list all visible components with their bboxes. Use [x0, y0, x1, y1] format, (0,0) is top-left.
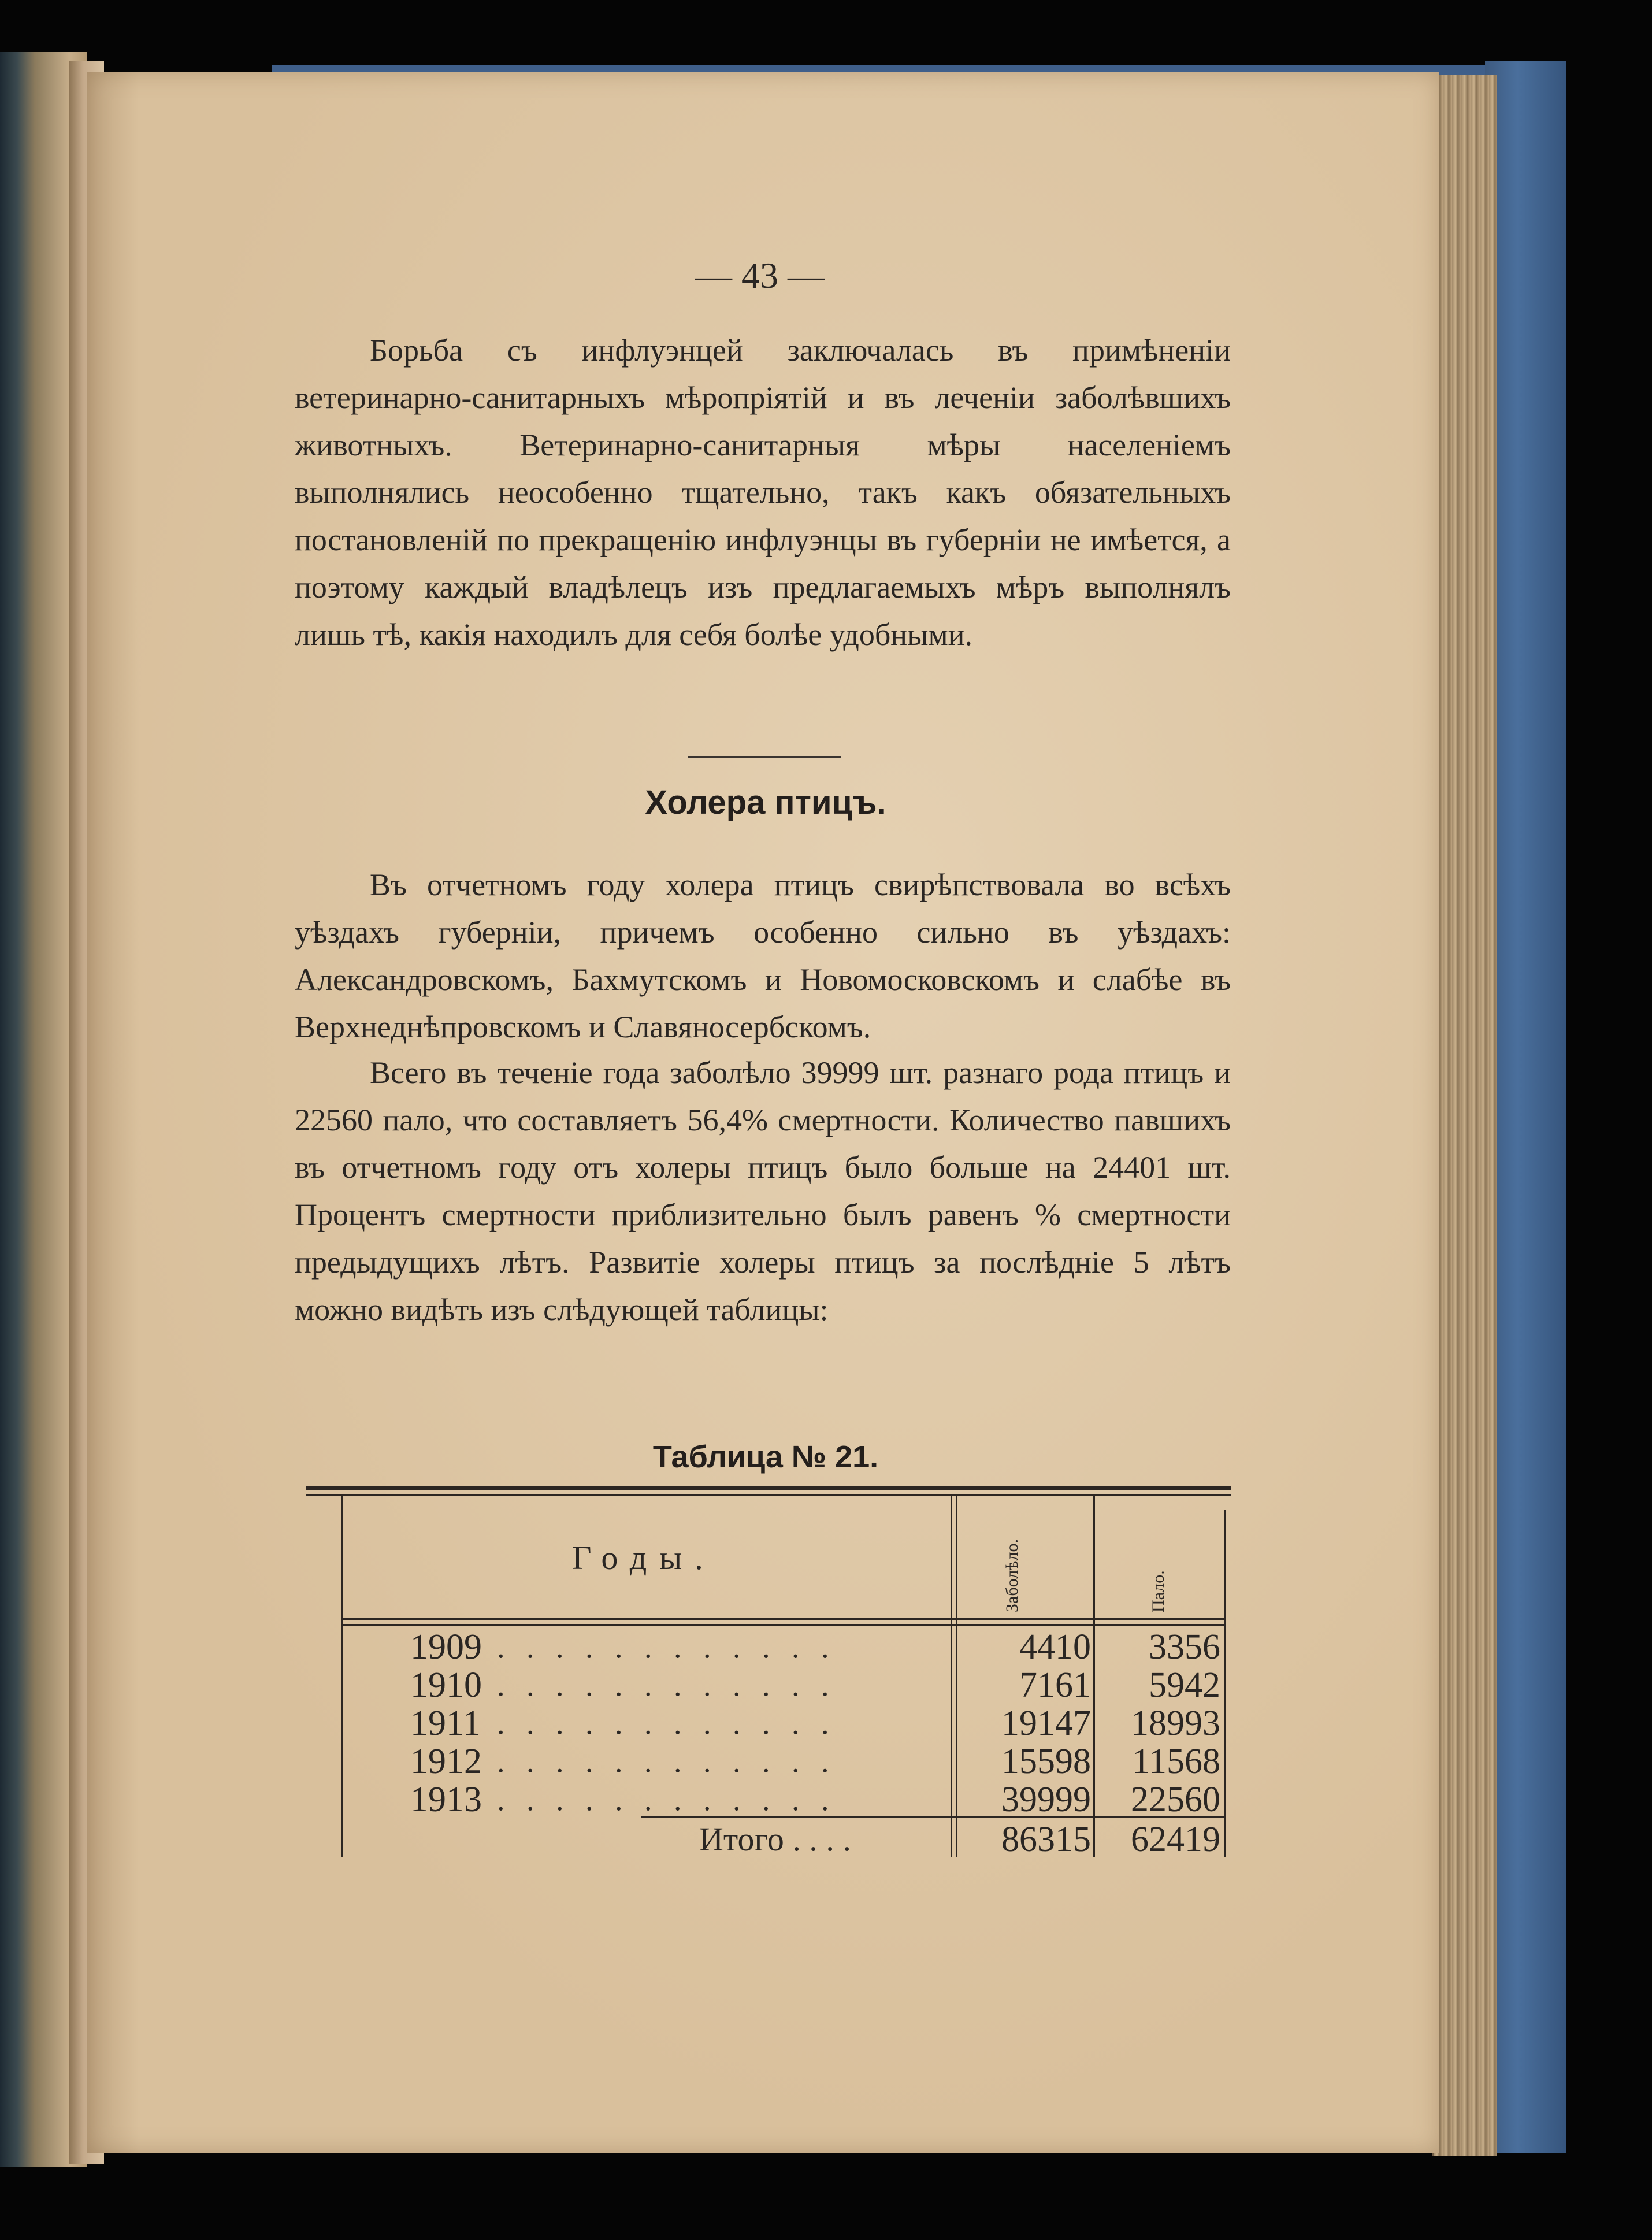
paragraph-cholera-spread: Въ отчетномъ году холера птицъ свирѣпствовала во всѣхъ уѣздахъ губерніи, причемъ особенно сильно въ уѣздахъ: Александровскомъ, Бахмутскомъ и Новомосковскомъ и слабѣе въ Верхнеднѣпровскомъ и Славяносербскомъ. [295, 867, 1231, 1044]
row-sick: 19147 [1001, 1704, 1091, 1743]
table-row [306, 1666, 1231, 1704]
header-sick: Заболѣло. [1003, 1539, 1022, 1612]
row-died: 5942 [1149, 1666, 1220, 1705]
section-divider [688, 756, 841, 758]
paragraph-influenza: Борьба съ инфлуэнцей заключалась въ примѣненіи ветеринарно-санитарныхъ мѣропріятій и въ леченіи заболѣвшихъ животныхъ. Ветеринарно-санитарныя мѣры населеніемъ выполнялись неособенно тщательно, такъ какъ обязательныхъ постановленій по прекращенію инфлуэнцы въ губерніи не имѣется, а поэтому каждый владѣлецъ изъ предлагаемыхъ мѣръ выполнялъ лишь тѣ, какія находилъ для себя болѣе удобными. [295, 333, 1231, 652]
page-number: — 43 — [695, 255, 825, 296]
cholera-table [306, 1486, 1231, 1862]
row-died: 3356 [1149, 1627, 1220, 1667]
page-stack-edge [1432, 75, 1497, 2156]
header-rule [341, 1624, 1225, 1626]
table-top-rule-thin [306, 1494, 1231, 1496]
header-rule [341, 1618, 1225, 1620]
table-total-row [306, 1820, 1231, 1859]
row-year: 1909 [410, 1627, 482, 1667]
cover-right-edge [1485, 61, 1566, 2153]
row-sick: 4410 [1019, 1627, 1091, 1667]
row-sick: 7161 [1019, 1666, 1091, 1705]
row-dots: . . . . . . . . . . . . [497, 1668, 836, 1703]
table-row [306, 1781, 1231, 1819]
row-sick: 39999 [1001, 1780, 1091, 1819]
total-label: Итого . . . . [699, 1820, 851, 1858]
total-sick: 86315 [1001, 1820, 1091, 1859]
paragraph-cholera-stats: Всего въ теченіе года заболѣло 39999 шт. разнаго рода птицъ и 22560 пало, что составляетъ 56,4% смертности. Количество павшихъ въ отчетномъ году отъ холеры птицъ было больше на 24401 шт. Процентъ смертности приблизительно былъ равенъ % смертности предыдущихъ лѣтъ. Развитіе холеры птицъ за послѣдніе 5 лѣтъ можно видѣть изъ слѣдующей таблицы: [295, 1055, 1231, 1327]
table-row [306, 1742, 1231, 1781]
row-dots: . . . . . . . . . . . . [497, 1630, 836, 1664]
row-year: 1910 [410, 1666, 482, 1705]
row-died: 18993 [1131, 1704, 1220, 1743]
row-died: 11568 [1132, 1742, 1220, 1781]
section-heading: Холера птицъ. [645, 784, 886, 821]
row-year: 1913 [410, 1780, 482, 1819]
row-sick: 15598 [1001, 1742, 1091, 1781]
table-row [306, 1704, 1231, 1742]
table-title: Таблица № 21. [652, 1440, 879, 1474]
table-top-rule [306, 1486, 1231, 1490]
total-died: 62419 [1131, 1820, 1220, 1859]
row-year: 1912 [410, 1742, 482, 1781]
row-died: 22560 [1131, 1780, 1220, 1819]
row-dots: . . . . . . . . . . . . [497, 1706, 836, 1741]
row-year: 1911 [410, 1704, 481, 1743]
header-died: Пало. [1149, 1570, 1168, 1612]
table-row [306, 1628, 1231, 1666]
row-dots: . . . . . . . . . . . . [497, 1782, 836, 1817]
row-dots: . . . . . . . . . . . . [497, 1744, 836, 1779]
header-years: Годы. [572, 1539, 716, 1577]
